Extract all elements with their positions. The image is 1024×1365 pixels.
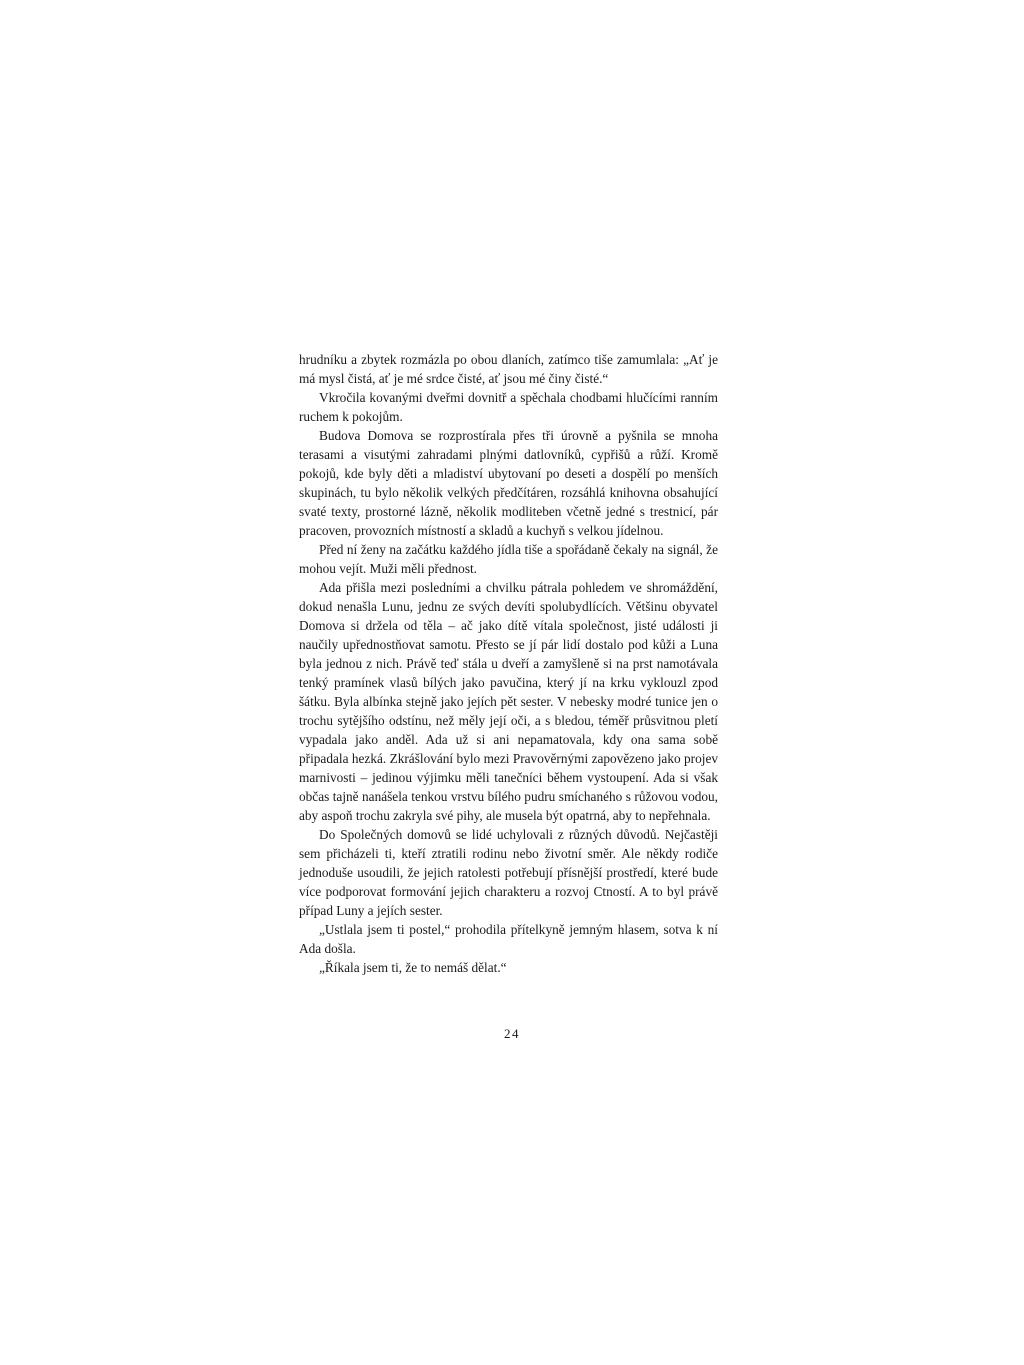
paragraph-7: „Ustlala jsem ti postel,“ prohodila přítelkyně jemným hlasem, sotva k ní Ada došla.: [299, 922, 718, 956]
paragraph-5: Ada přišla mezi posledními a chvilku pátrala pohledem ve shromáždění, dokud nenašla Lunu, jednu ze svých devíti spolubydlících. Většinu obyvatel Domova si držela od těla – ač jako dítě vítala společnost, jisté události ji naučily upřednostňovat samotu. Přesto se jí pár lidí dostalo pod kůži a Luna byla jednou z nich. Právě teď stála u dveří a zamyšleně si na prst namotávala tenký pramínek vlasů bílých jako pavučina, který jí na krku vyklouzl zpod šátku. Byla albínka stejně jako jejích pět sester. V nebesky modré tunice jen o trochu sytějšího odstínu, než měly její oči, a s bledou, téměř průsvitnou pletí vypadala jako anděl. Ada už si ani nepamatovala, kdy ona sama sobě připadala hezká. Zkrášlování bylo mezi Pravověrnými zapovězeno jako projev marnivosti – jedinou výjimku měli tanečníci během vystoupení. Ada si však občas tajně nanášela tenkou vrstvu bílého pudru smíchaného s růžovou vodou, aby aspoň trochu zakryla své pihy, ale musela být opatrná, aby to nepřehnala.: [299, 580, 718, 823]
paragraph-4: Před ní ženy na začátku každého jídla tiše a spořádaně čekaly na signál, že mohou vejít. Muži měli přednost.: [299, 542, 718, 576]
paragraph-3: Budova Domova se rozprostírala přes tři úrovně a pyšnila se mnoha terasami a visutými zahradami plnými datlovníků, cypřišů a růží. Kromě pokojů, kde byly děti a mladiství ubytovaní po deseti a dospělí po menších skupinách, tu bylo několik velkých předčítáren, rozsáhlá knihovna obsahující svaté texty, prostorné lázně, několik modliteben včetně jedné s trestnicí, pár pracoven, provozních místností a skladů a kuchyň s velkou jídelnou.: [299, 428, 718, 538]
paragraph-6: Do Společných domovů se lidé uchylovali z různých důvodů. Nejčastěji sem přicházeli ti, kteří ztratili rodinu nebo životní směr. Ale někdy rodiče jednoduše usoudili, že jejich ratolesti potřebují přísnější prostředí, které bude více podporovat formování jejich charakteru a rozvoj Ctností. A to byl právě případ Luny a jejích sester.: [299, 827, 718, 918]
paragraph-2: Vkročila kovanými dveřmi dovnitř a spěchala chodbami hlučícími ranním ruchem k pokojům.: [299, 390, 718, 424]
body-text: [299, 350, 718, 977]
page-number: 24: [504, 1026, 520, 1041]
paragraph-1: hrudníku a zbytek rozmázla po obou dlaních, zatímco tiše zamumlala: „Ať je má mysl čistá, ať je mé srdce čisté, ať jsou mé činy čisté.“: [299, 352, 718, 386]
paragraph-8: „Říkala jsem ti, že to nemáš dělat.“: [319, 960, 507, 975]
